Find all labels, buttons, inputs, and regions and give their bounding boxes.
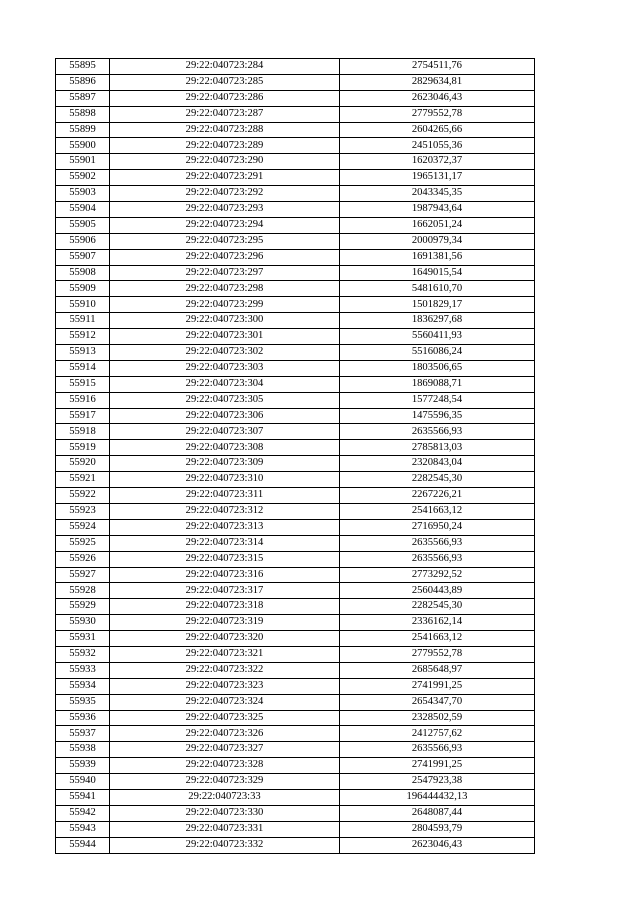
cadastral-value-cell: 2804593,79 xyxy=(340,821,535,837)
cadastral-value-cell: 1501829,17 xyxy=(340,297,535,313)
cadastral-value-cell: 2328502,59 xyxy=(340,710,535,726)
cadastral-number-cell: 29:22:040723:298 xyxy=(110,281,340,297)
table-row xyxy=(56,551,535,567)
cadastral-value-cell: 2547923,38 xyxy=(340,774,535,790)
cadastral-number-cell: 29:22:040723:292 xyxy=(110,186,340,202)
cadastral-number-cell: 29:22:040723:293 xyxy=(110,202,340,218)
row-number-cell: 55899 xyxy=(56,122,110,138)
table-row xyxy=(56,138,535,154)
cadastral-number-cell: 29:22:040723:301 xyxy=(110,329,340,345)
row-number-cell: 55900 xyxy=(56,138,110,154)
table-row xyxy=(56,392,535,408)
cadastral-value-cell: 1620372,37 xyxy=(340,154,535,170)
row-number-cell: 55931 xyxy=(56,631,110,647)
cadastral-value-cell: 2754511,76 xyxy=(340,59,535,75)
table-row xyxy=(56,583,535,599)
cadastral-value-cell: 5481610,70 xyxy=(340,281,535,297)
cadastral-number-cell: 29:22:040723:326 xyxy=(110,726,340,742)
row-number-cell: 55897 xyxy=(56,90,110,106)
cadastral-value-cell: 1987943,64 xyxy=(340,202,535,218)
table-row xyxy=(56,837,535,853)
cadastral-value-cell: 2043345,35 xyxy=(340,186,535,202)
cadastral-value-cell: 2412757,62 xyxy=(340,726,535,742)
table-row xyxy=(56,488,535,504)
cadastral-number-cell: 29:22:040723:321 xyxy=(110,646,340,662)
table-row xyxy=(56,678,535,694)
cadastral-value-table xyxy=(55,58,535,854)
table-row xyxy=(56,472,535,488)
table-row xyxy=(56,408,535,424)
cadastral-number-cell: 29:22:040723:324 xyxy=(110,694,340,710)
row-number-cell: 55940 xyxy=(56,774,110,790)
table-row xyxy=(56,186,535,202)
cadastral-value-cell: 2685648,97 xyxy=(340,662,535,678)
cadastral-value-cell: 2654347,70 xyxy=(340,694,535,710)
table-row xyxy=(56,376,535,392)
table-row xyxy=(56,821,535,837)
cadastral-number-cell: 29:22:040723:304 xyxy=(110,376,340,392)
table-row xyxy=(56,360,535,376)
cadastral-value-cell: 2451055,36 xyxy=(340,138,535,154)
cadastral-value-cell: 2635566,93 xyxy=(340,551,535,567)
row-number-cell: 55937 xyxy=(56,726,110,742)
table-body xyxy=(56,59,535,854)
row-number-cell: 55913 xyxy=(56,345,110,361)
cadastral-number-cell: 29:22:040723:311 xyxy=(110,488,340,504)
row-number-cell: 55909 xyxy=(56,281,110,297)
cadastral-number-cell: 29:22:040723:302 xyxy=(110,345,340,361)
table-row xyxy=(56,329,535,345)
row-number-cell: 55927 xyxy=(56,567,110,583)
cadastral-value-cell: 1836297,68 xyxy=(340,313,535,329)
table-row xyxy=(56,202,535,218)
row-number-cell: 55925 xyxy=(56,535,110,551)
cadastral-number-cell: 29:22:040723:305 xyxy=(110,392,340,408)
cadastral-number-cell: 29:22:040723:323 xyxy=(110,678,340,694)
row-number-cell: 55923 xyxy=(56,503,110,519)
row-number-cell: 55941 xyxy=(56,789,110,805)
cadastral-number-cell: 29:22:040723:310 xyxy=(110,472,340,488)
row-number-cell: 55943 xyxy=(56,821,110,837)
cadastral-value-cell: 2604265,66 xyxy=(340,122,535,138)
cadastral-number-cell: 29:22:040723:288 xyxy=(110,122,340,138)
table-row xyxy=(56,217,535,233)
table-row xyxy=(56,281,535,297)
table-row xyxy=(56,694,535,710)
row-number-cell: 55939 xyxy=(56,758,110,774)
table-row xyxy=(56,154,535,170)
row-number-cell: 55896 xyxy=(56,74,110,90)
table-row xyxy=(56,519,535,535)
table-row xyxy=(56,233,535,249)
cadastral-number-cell: 29:22:040723:295 xyxy=(110,233,340,249)
table-row xyxy=(56,742,535,758)
table-row xyxy=(56,313,535,329)
cadastral-value-cell: 2829634,81 xyxy=(340,74,535,90)
cadastral-number-cell: 29:22:040723:291 xyxy=(110,170,340,186)
cadastral-number-cell: 29:22:040723:319 xyxy=(110,615,340,631)
row-number-cell: 55918 xyxy=(56,424,110,440)
row-number-cell: 55924 xyxy=(56,519,110,535)
table-row xyxy=(56,90,535,106)
cadastral-value-cell: 2635566,93 xyxy=(340,742,535,758)
cadastral-value-cell: 5560411,93 xyxy=(340,329,535,345)
cadastral-number-cell: 29:22:040723:314 xyxy=(110,535,340,551)
cadastral-value-cell: 2741991,25 xyxy=(340,758,535,774)
table-row xyxy=(56,265,535,281)
table-row xyxy=(56,567,535,583)
table-row xyxy=(56,503,535,519)
row-number-cell: 55906 xyxy=(56,233,110,249)
cadastral-number-cell: 29:22:040723:329 xyxy=(110,774,340,790)
cadastral-number-cell: 29:22:040723:308 xyxy=(110,440,340,456)
row-number-cell: 55938 xyxy=(56,742,110,758)
table-row xyxy=(56,456,535,472)
cadastral-value-cell: 2541663,12 xyxy=(340,503,535,519)
cadastral-number-cell: 29:22:040723:312 xyxy=(110,503,340,519)
row-number-cell: 55944 xyxy=(56,837,110,853)
row-number-cell: 55935 xyxy=(56,694,110,710)
row-number-cell: 55926 xyxy=(56,551,110,567)
cadastral-number-cell: 29:22:040723:299 xyxy=(110,297,340,313)
row-number-cell: 55915 xyxy=(56,376,110,392)
table-row xyxy=(56,646,535,662)
table-row xyxy=(56,758,535,774)
cadastral-number-cell: 29:22:040723:297 xyxy=(110,265,340,281)
cadastral-number-cell: 29:22:040723:296 xyxy=(110,249,340,265)
cadastral-value-cell: 1649015,54 xyxy=(340,265,535,281)
cadastral-value-cell: 2785813,03 xyxy=(340,440,535,456)
cadastral-value-cell: 1691381,56 xyxy=(340,249,535,265)
row-number-cell: 55908 xyxy=(56,265,110,281)
table-row xyxy=(56,805,535,821)
cadastral-number-cell: 29:22:040723:316 xyxy=(110,567,340,583)
row-number-cell: 55910 xyxy=(56,297,110,313)
cadastral-number-cell: 29:22:040723:287 xyxy=(110,106,340,122)
table-row xyxy=(56,345,535,361)
cadastral-number-cell: 29:22:040723:303 xyxy=(110,360,340,376)
cadastral-number-cell: 29:22:040723:320 xyxy=(110,631,340,647)
table-row xyxy=(56,122,535,138)
table-row xyxy=(56,631,535,647)
row-number-cell: 55895 xyxy=(56,59,110,75)
cadastral-value-cell: 1803506,65 xyxy=(340,360,535,376)
row-number-cell: 55922 xyxy=(56,488,110,504)
cadastral-value-cell: 2648087,44 xyxy=(340,805,535,821)
table-row xyxy=(56,424,535,440)
table-row xyxy=(56,726,535,742)
cadastral-number-cell: 29:22:040723:317 xyxy=(110,583,340,599)
cadastral-value-cell: 1475596,35 xyxy=(340,408,535,424)
row-number-cell: 55917 xyxy=(56,408,110,424)
cadastral-number-cell: 29:22:040723:330 xyxy=(110,805,340,821)
row-number-cell: 55904 xyxy=(56,202,110,218)
table-row xyxy=(56,599,535,615)
cadastral-number-cell: 29:22:040723:285 xyxy=(110,74,340,90)
row-number-cell: 55916 xyxy=(56,392,110,408)
cadastral-value-cell: 2320843,04 xyxy=(340,456,535,472)
cadastral-number-cell: 29:22:040723:331 xyxy=(110,821,340,837)
cadastral-value-cell: 196444432,13 xyxy=(340,789,535,805)
cadastral-value-cell: 2635566,93 xyxy=(340,535,535,551)
cadastral-number-cell: 29:22:040723:306 xyxy=(110,408,340,424)
cadastral-number-cell: 29:22:040723:315 xyxy=(110,551,340,567)
row-number-cell: 55911 xyxy=(56,313,110,329)
table-row xyxy=(56,74,535,90)
row-number-cell: 55898 xyxy=(56,106,110,122)
table-row xyxy=(56,249,535,265)
cadastral-number-cell: 29:22:040723:290 xyxy=(110,154,340,170)
row-number-cell: 55901 xyxy=(56,154,110,170)
cadastral-number-cell: 29:22:040723:309 xyxy=(110,456,340,472)
table-row xyxy=(56,106,535,122)
cadastral-number-cell: 29:22:040723:327 xyxy=(110,742,340,758)
row-number-cell: 55914 xyxy=(56,360,110,376)
row-number-cell: 55921 xyxy=(56,472,110,488)
cadastral-number-cell: 29:22:040723:300 xyxy=(110,313,340,329)
cadastral-number-cell: 29:22:040723:325 xyxy=(110,710,340,726)
table-row xyxy=(56,297,535,313)
cadastral-value-cell: 2779552,78 xyxy=(340,106,535,122)
cadastral-value-cell: 1869088,71 xyxy=(340,376,535,392)
row-number-cell: 55919 xyxy=(56,440,110,456)
cadastral-value-cell: 1662051,24 xyxy=(340,217,535,233)
row-number-cell: 55932 xyxy=(56,646,110,662)
cadastral-number-cell: 29:22:040723:313 xyxy=(110,519,340,535)
table-row xyxy=(56,662,535,678)
cadastral-number-cell: 29:22:040723:294 xyxy=(110,217,340,233)
table-row xyxy=(56,535,535,551)
cadastral-value-cell: 1577248,54 xyxy=(340,392,535,408)
cadastral-value-cell: 2560443,89 xyxy=(340,583,535,599)
cadastral-value-cell: 2773292,52 xyxy=(340,567,535,583)
cadastral-number-cell: 29:22:040723:307 xyxy=(110,424,340,440)
table-row xyxy=(56,774,535,790)
cadastral-number-cell: 29:22:040723:289 xyxy=(110,138,340,154)
cadastral-value-cell: 2000979,34 xyxy=(340,233,535,249)
cadastral-value-cell: 5516086,24 xyxy=(340,345,535,361)
cadastral-value-cell: 2779552,78 xyxy=(340,646,535,662)
cadastral-value-cell: 2716950,24 xyxy=(340,519,535,535)
cadastral-number-cell: 29:22:040723:284 xyxy=(110,59,340,75)
row-number-cell: 55912 xyxy=(56,329,110,345)
row-number-cell: 55903 xyxy=(56,186,110,202)
cadastral-value-cell: 2267226,21 xyxy=(340,488,535,504)
cadastral-value-cell: 2282545,30 xyxy=(340,472,535,488)
table-row xyxy=(56,615,535,631)
cadastral-number-cell: 29:22:040723:322 xyxy=(110,662,340,678)
table-row xyxy=(56,440,535,456)
table-row xyxy=(56,170,535,186)
row-number-cell: 55936 xyxy=(56,710,110,726)
cadastral-value-cell: 2623046,43 xyxy=(340,90,535,106)
cadastral-value-cell: 2623046,43 xyxy=(340,837,535,853)
cadastral-number-cell: 29:22:040723:286 xyxy=(110,90,340,106)
table-row xyxy=(56,59,535,75)
cadastral-number-cell: 29:22:040723:332 xyxy=(110,837,340,853)
row-number-cell: 55934 xyxy=(56,678,110,694)
row-number-cell: 55930 xyxy=(56,615,110,631)
row-number-cell: 55905 xyxy=(56,217,110,233)
row-number-cell: 55929 xyxy=(56,599,110,615)
cadastral-number-cell: 29:22:040723:328 xyxy=(110,758,340,774)
cadastral-value-cell: 2635566,93 xyxy=(340,424,535,440)
cadastral-value-cell: 2282545,30 xyxy=(340,599,535,615)
cadastral-number-cell: 29:22:040723:33 xyxy=(110,789,340,805)
cadastral-value-cell: 1965131,17 xyxy=(340,170,535,186)
row-number-cell: 55920 xyxy=(56,456,110,472)
cadastral-value-cell: 2336162,14 xyxy=(340,615,535,631)
row-number-cell: 55942 xyxy=(56,805,110,821)
table-row xyxy=(56,789,535,805)
row-number-cell: 55928 xyxy=(56,583,110,599)
table-row xyxy=(56,710,535,726)
cadastral-number-cell: 29:22:040723:318 xyxy=(110,599,340,615)
cadastral-value-cell: 2541663,12 xyxy=(340,631,535,647)
row-number-cell: 55902 xyxy=(56,170,110,186)
row-number-cell: 55933 xyxy=(56,662,110,678)
row-number-cell: 55907 xyxy=(56,249,110,265)
cadastral-value-cell: 2741991,25 xyxy=(340,678,535,694)
